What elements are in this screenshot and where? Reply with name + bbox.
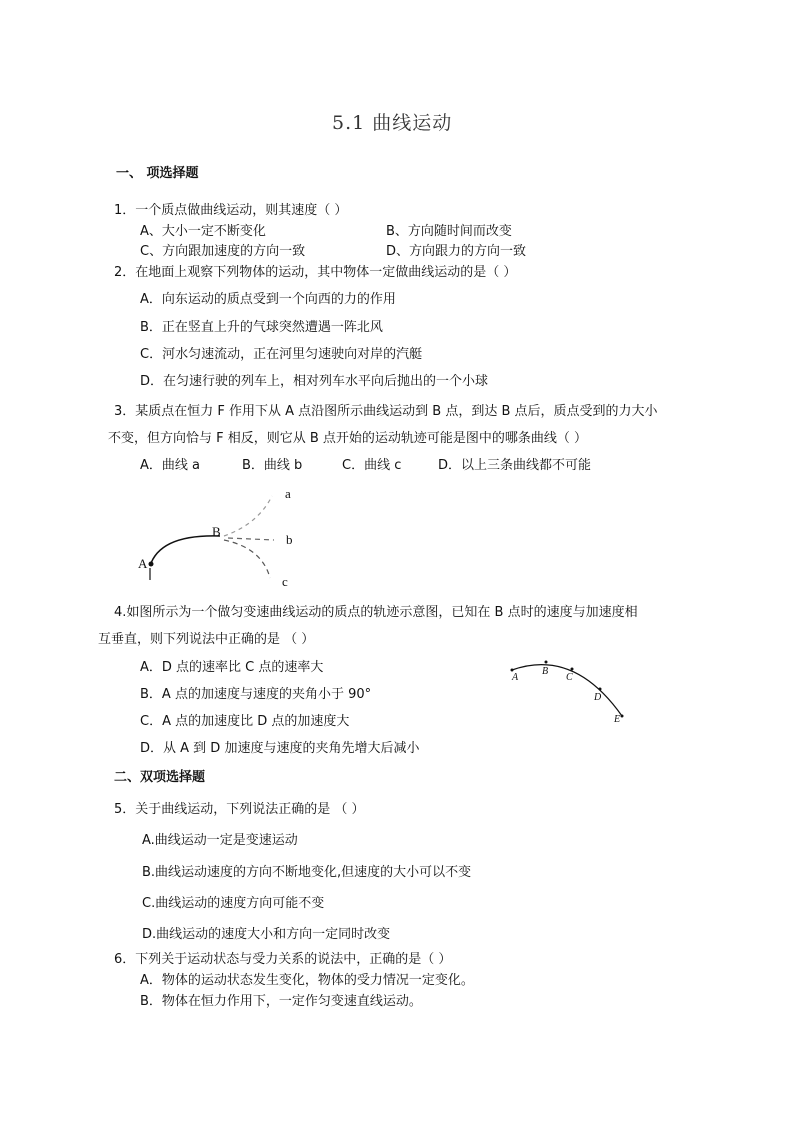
q4-label-A: A bbox=[512, 672, 519, 683]
q4-label-B: B bbox=[542, 666, 549, 677]
question-1-option-b: B、方向随时间而改变 bbox=[386, 224, 512, 239]
question-2-option-d: D．在匀速行驶的列车上，相对列车水平向后抛出的一个小球 bbox=[140, 374, 489, 389]
question-1-option-d: D、方向跟力的方向一致 bbox=[386, 244, 527, 259]
question-5-option-a: A.曲线运动一定是变速运动 bbox=[142, 833, 298, 848]
q4-label-C: C bbox=[566, 672, 573, 683]
question-3-diagram bbox=[120, 484, 320, 590]
question-4-option-c: C．A 点的加速度比 D 点的加速度大 bbox=[140, 714, 350, 729]
question-3-stem-line1: 3．某质点在恒力 F 作用下从 A 点沿图所示曲线运动到 B 点，到达 B 点后，质点受到的力大小 bbox=[114, 404, 658, 419]
question-5-option-c: C.曲线运动的速度方向可能不变 bbox=[142, 896, 325, 911]
question-2-option-c: C．河水匀速流动，正在河里匀速驶向对岸的汽艇 bbox=[140, 347, 423, 362]
q3-label-A: A bbox=[138, 556, 148, 571]
q4-label-D: D bbox=[594, 692, 602, 703]
question-3-stem-line2: 不变，但方向恰与 F 相反，则它从 B 点开始的运动轨迹可能是图中的哪条曲线（ ） bbox=[108, 431, 588, 446]
question-4-stem-line2: 互垂直，则下列说法中正确的是 （ ） bbox=[98, 632, 315, 647]
question-6-stem: 6．下列关于运动状态与受力关系的说法中，正确的是（ ） bbox=[114, 952, 452, 967]
question-3-option-a: A．曲线 a bbox=[140, 458, 200, 473]
q4-label-E: E bbox=[614, 714, 621, 725]
page-title: 5.1 曲线运动 bbox=[332, 112, 453, 134]
question-3-option-c: C．曲线 c bbox=[342, 458, 402, 473]
question-4-option-b: B．A 点的加速度与速度的夹角小于 90° bbox=[140, 687, 372, 702]
question-5-option-b: B.曲线运动速度的方向不断地变化,但速度的大小可以不变 bbox=[142, 865, 472, 880]
question-5-stem: 5．关于曲线运动，下列说法正确的是 （ ） bbox=[114, 802, 365, 817]
question-1-option-a: A、大小一定不断变化 bbox=[140, 224, 266, 239]
question-3-option-d: D．以上三条曲线都不可能 bbox=[438, 458, 592, 473]
question-6-option-a: A．物体的运动状态发生变化，物体的受力情况一定变化。 bbox=[140, 973, 474, 988]
question-6-option-b: B．物体在恒力作用下，一定作匀变速直线运动。 bbox=[140, 994, 422, 1009]
question-4-diagram bbox=[504, 652, 634, 728]
question-2-option-b: B．正在竖直上升的气球突然遭遇一阵北风 bbox=[140, 320, 383, 335]
section-heading-double-choice: 二、双项选择题 bbox=[114, 770, 206, 785]
q3-label-a: a bbox=[285, 486, 291, 501]
question-2-option-a: A．向东运动的质点受到一个向西的力的作用 bbox=[140, 292, 396, 307]
question-2-stem: 2．在地面上观察下列物体的运动，其中物体一定做曲线运动的是（ ） bbox=[114, 265, 517, 280]
q3-label-b: b bbox=[286, 532, 293, 547]
q3-label-B: B bbox=[212, 524, 221, 539]
section-heading-single-choice: 一、 项选择题 bbox=[116, 166, 199, 181]
question-1-option-c: C、方向跟加速度的方向一致 bbox=[140, 244, 306, 259]
question-4-stem-line1: 4.如图所示为一个做匀变速曲线运动的质点的轨迹示意图，已知在 B 点时的速度与加速度相 bbox=[114, 605, 638, 620]
q3-label-c: c bbox=[282, 574, 288, 589]
question-4-option-d: D．从 A 到 D 加速度与速度的夹角先增大后减小 bbox=[140, 741, 420, 756]
question-3-option-b: B．曲线 b bbox=[242, 458, 303, 473]
question-1-stem: 1．一个质点做曲线运动，则其速度（ ） bbox=[114, 203, 348, 218]
question-5-option-d: D.曲线运动的速度大小和方向一定同时改变 bbox=[142, 927, 391, 942]
question-4-option-a: A．D 点的速率比 C 点的速率大 bbox=[140, 660, 324, 675]
